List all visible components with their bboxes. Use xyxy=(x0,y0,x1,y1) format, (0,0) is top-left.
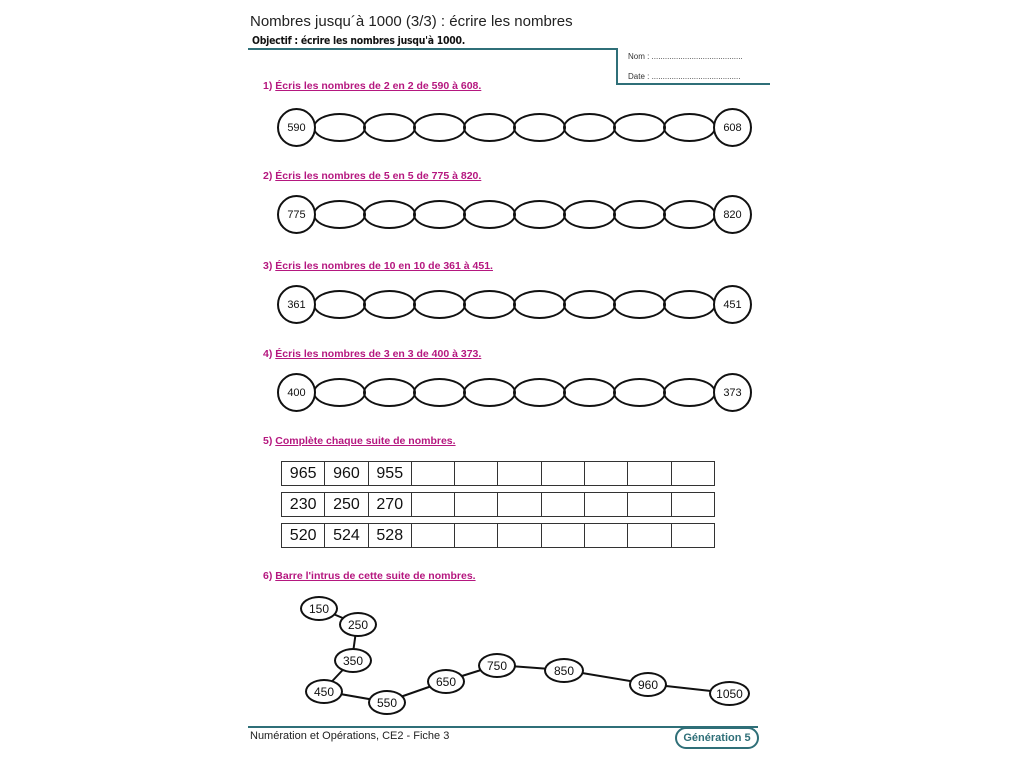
exercise-6-instruction: Barre l'intrus de cette suite de nombres. xyxy=(275,570,476,582)
chain-end-circle: 373 xyxy=(713,373,752,412)
exercise-5-number: 5) xyxy=(263,435,273,447)
exercise-5-instruction: Complète chaque suite de nombres. xyxy=(275,435,456,447)
chain-start-circle: 775 xyxy=(277,195,316,234)
footer-text: Numération et Opérations, CE2 - Fiche 3 xyxy=(250,730,450,742)
path-node[interactable]: 750 xyxy=(478,653,516,678)
grid-cell: 524 xyxy=(324,523,368,548)
grid-cell: 520 xyxy=(281,523,325,548)
brand-badge: Génération 5 xyxy=(675,727,759,749)
path-node[interactable]: 650 xyxy=(427,669,465,694)
exercise-4-instruction: Écris les nombres de 3 en 3 de 400 à 373. xyxy=(275,348,482,360)
path-node[interactable]: 960 xyxy=(629,672,667,697)
path-node[interactable]: 1050 xyxy=(709,681,750,706)
exercise-6-number: 6) xyxy=(263,570,273,582)
path-node[interactable]: 450 xyxy=(305,679,343,704)
grid-cell: 955 xyxy=(368,461,412,486)
exercise-1-instruction: Écris les nombres de 2 en 2 de 590 à 608. xyxy=(275,80,482,92)
exercise-2-instruction: Écris les nombres de 5 en 5 de 775 à 820. xyxy=(275,170,482,182)
exercise-1-number: 1) xyxy=(263,80,273,92)
path-node[interactable]: 550 xyxy=(368,690,406,715)
exercise-4-number: 4) xyxy=(263,348,273,360)
chain-start-circle: 400 xyxy=(277,373,316,412)
worksheet-title: Nombres jusqu´à 1000 (3/3) : écrire les nombres xyxy=(250,13,573,30)
name-field[interactable]: Nom : ......................................... xyxy=(628,52,743,61)
chain-end-circle: 820 xyxy=(713,195,752,234)
grid-cell: 270 xyxy=(368,492,412,517)
chain-start-circle: 361 xyxy=(277,285,316,324)
objective-text: Objectif : écrire les nombres jusqu'à 1000. xyxy=(252,34,466,47)
chain-end-circle: 608 xyxy=(713,108,752,147)
grid-cell: 528 xyxy=(368,523,412,548)
grid-cell: 250 xyxy=(324,492,368,517)
chain-end-circle: 451 xyxy=(713,285,752,324)
path-node[interactable]: 350 xyxy=(334,648,372,673)
chain-start-circle: 590 xyxy=(277,108,316,147)
grid-cell: 965 xyxy=(281,461,325,486)
path-node[interactable]: 150 xyxy=(300,596,338,621)
path-node[interactable]: 850 xyxy=(544,658,584,683)
exercise-2-number: 2) xyxy=(263,170,273,182)
grid-cell: 960 xyxy=(324,461,368,486)
date-field[interactable]: Date : ........................................ xyxy=(628,72,741,81)
exercise-3-instruction: Écris les nombres de 10 en 10 de 361 à 451. xyxy=(275,260,493,272)
exercise-3-number: 3) xyxy=(263,260,273,272)
path-node[interactable]: 250 xyxy=(339,612,377,637)
grid-cell: 230 xyxy=(281,492,325,517)
